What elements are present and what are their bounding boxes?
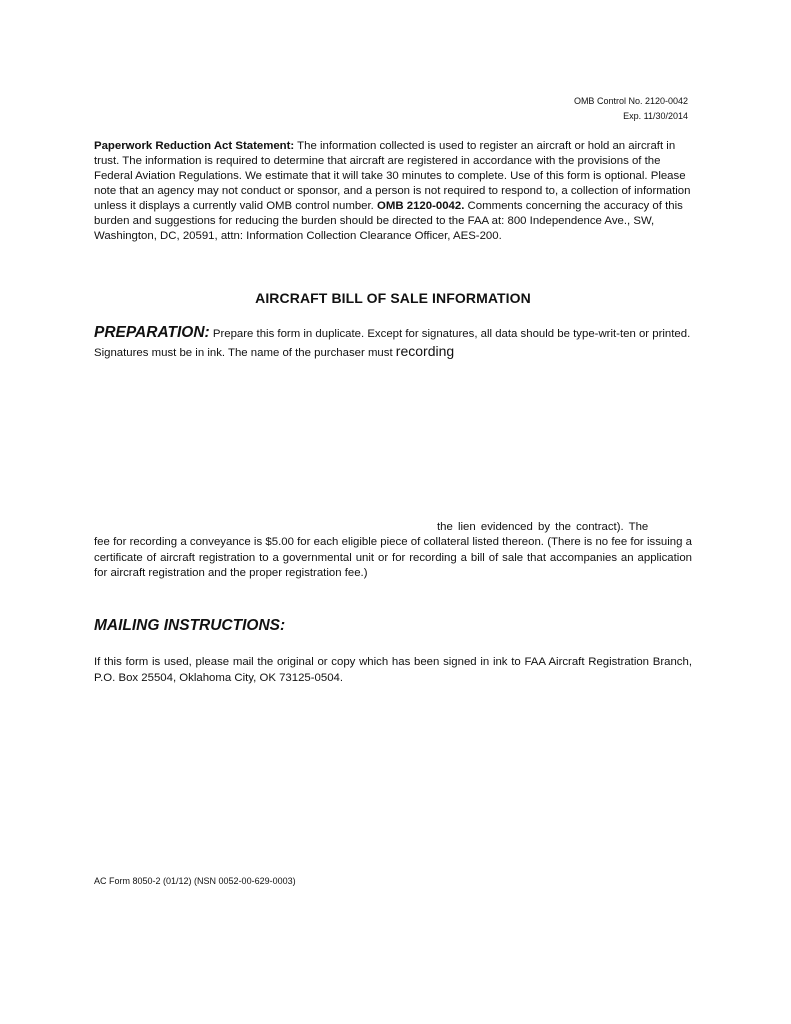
- paperwork-omb-number: OMB 2120-0042.: [377, 200, 465, 212]
- fee-first-line: the lien evidenced by the contract). The: [437, 521, 649, 533]
- preparation-trailing-word: recording: [395, 343, 455, 359]
- paperwork-text-1: The information collected is used to register an aircraft or hold an aircraft in trust. The information is required to determine that aircraft are registered in accordance with the provisions of the Federal Aviation Regulations. We estimate that it will take 30 minutes to complete. Use of this form is optional. Please note that an agency may not conduct or sponsor, and a person is not required to respond to, a collection of information unless it displays a currently valid OMB control number.: [94, 140, 691, 212]
- omb-control-number: OMB Control No. 2120-0042: [573, 96, 688, 106]
- preparation-colon: :: [204, 324, 210, 341]
- preparation-heading: PREPARATION: [94, 324, 205, 341]
- expiration-date: Exp. 11/30/2014: [623, 111, 688, 121]
- paperwork-label: Paperwork Reduction Act Statement:: [94, 140, 295, 152]
- preparation-text: Prepare this form in duplicate. Except for signatures, all data should be type-writ-ten or printed. Signatures must be in ink. The name of the purchaser must: [94, 328, 691, 359]
- fee-paragraph: fee for recording a conveyance is $5.00 for each eligible piece of collateral listed thereon. (There is no fee for issuing a certificate of aircraft registration to a governmental unit or for recording a bill of sale that accompanies an application for aircraft registration and the proper registration fee.): [94, 536, 692, 579]
- mailing-instructions-text: If this form is used, please mail the original or copy which has been signed in ink to FAA Aircraft Registration Branch, P.O. Box 25504, Oklahoma City, OK 73125-0504.: [94, 656, 692, 684]
- omb-control-block: [574, 94, 688, 124]
- paperwork-text-2: Comments concerning the accuracy of this burden and suggestions for reducing the burden should be directed to the FAA at: 800 Independence Ave., SW, Washington, DC, 20591, attn: Information Collection Clearance Officer, AES-200.: [94, 200, 683, 242]
- mailing-instructions-heading: MAILING INSTRUCTIONS:: [94, 617, 286, 634]
- preparation-section: [94, 324, 692, 362]
- paperwork-reduction-statement: [94, 139, 692, 244]
- page-title: AIRCRAFT BILL OF SALE INFORMATION: [255, 290, 531, 306]
- form-footer: AC Form 8050-2 (01/12) (NSN 0052-00-629-0003): [94, 876, 296, 886]
